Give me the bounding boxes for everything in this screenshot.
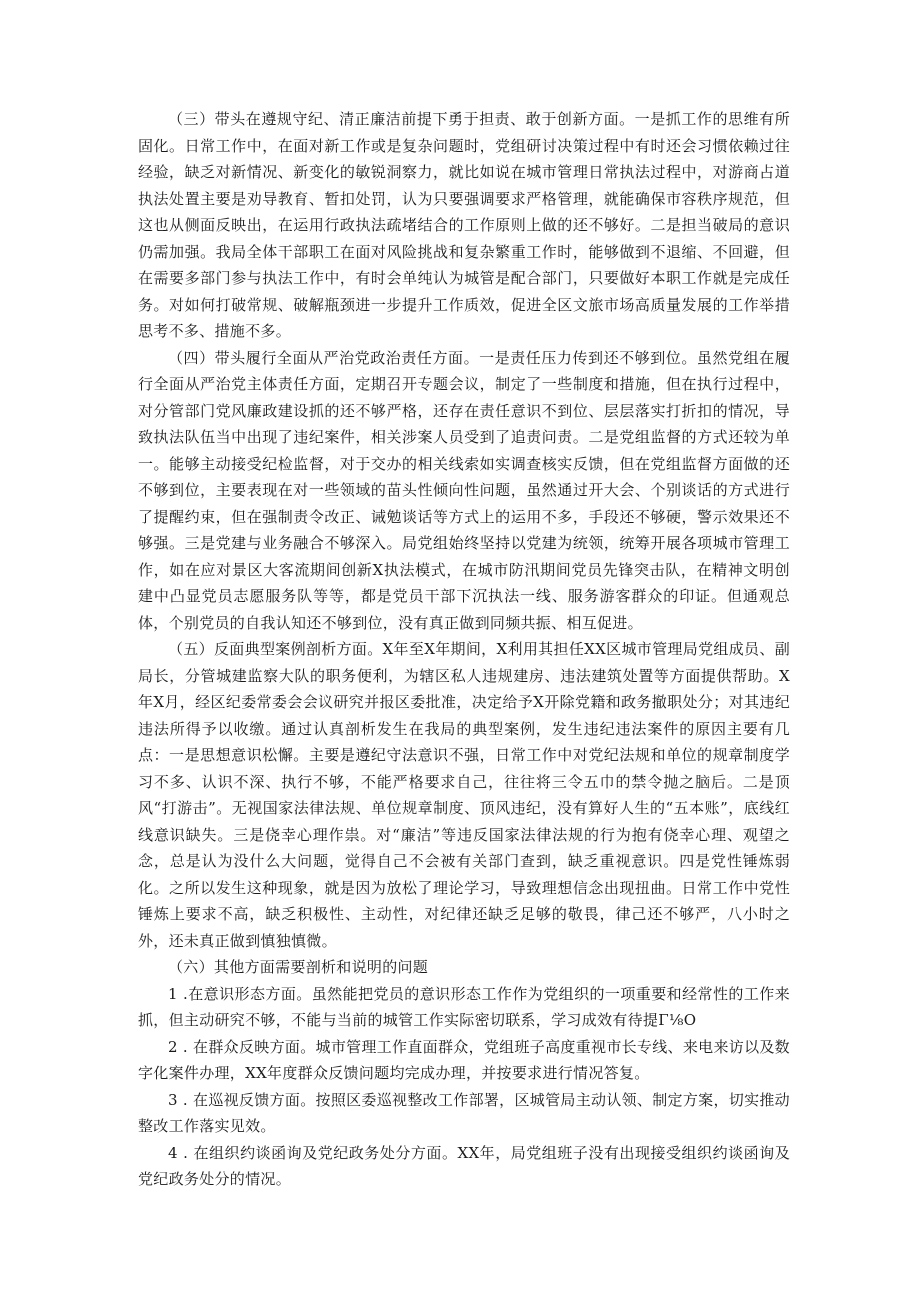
document-body bbox=[138, 106, 790, 1193]
paragraph-item-2: 2 . 在群众反映方面。城市管理工作直面群众，党组班子高度重视市长专线、来电来访以及数字化案件办理，XX年度群众反馈问题均完成办理，并按要求进行情况答复。 bbox=[138, 1037, 790, 1082]
paragraph-item-3: 3 . 在巡视反馈方面。按照区委巡视整改工作部署，区城管局主动认领、制定方案，切实推动整改工作落实见效。 bbox=[138, 1090, 790, 1135]
paragraph-section-5: （五）反面典型案例剖析方面。X年至X年期间，X利用其担任XX区城市管理局党组成员、副局长，分管城建监察大队的职务便利，为辖区私人违规建房、违法建筑处置等方面提供帮助。X年X月，经区纪委常委会会议研究并报区委批准，决定给予X开除党籍和政务撤职处分；对其违纪违法所得予以收缴。通过认真剖析发生在我局的典型案例，发生违纪违法案件的原因主要有几点：一是思想意识松懈。主要是遵纪守法意识不强，日常工作中对党纪法规和单位的规章制度学习不多、认识不深、执行不够，不能严格要求自己，往往将三令五巾的禁令抛之脑后。二是顶风“打游击”。无视国家法律法规、单位规章制度、顶风违纪，没有算好人生的“五本账”，底线红线意识缺失。三是侥幸心理作祟。对“廉洁”等违反国家法律法规的行为抱有侥幸心理、观望之念，总是认为没什么大问题，觉得自己不会被有关部门查到，缺乏重视意识。四是党性锤炼弱化。之所以发生这种现象，就是因为放松了理论学习，导致理想信念出现扭曲。日常工作中党性锤炼上要求不高，缺乏积极性、主动性，对纪律还缺乏足够的敬畏，律己还不够严，八小时之外，还未真正做到慎独慎微。 bbox=[138, 640, 790, 950]
paragraph-section-6-heading: （六）其他方面需要剖析和说明的问题 bbox=[168, 958, 429, 976]
paragraph-item-1: 1 .在意识形态方面。虽然能把党员的意识形态工作作为党组织的一项重要和经常性的工作来抓，但主动研究不够，不能与当前的城管工作实际密切联系，学习成效有待提Γ⅛O bbox=[138, 984, 790, 1029]
paragraph-section-4: （四）带头履行全面从严治党政治责任方面。一是责任压力传到还不够到位。虽然党组在履行全面从严治党主体责任方面，定期召开专题会议，制定了一些制度和措施，但在执行过程中，对分管部门党风廉政建设抓的还不够严格，还存在责任意识不到位、层层落实打折扣的情况，导致执法队伍当中出现了违纪案件，相关涉案人员受到了追责问责。二是党组监督的方式还较为单一。能够主动接受纪检监督，对于交办的相关线索如实调查核实反馈，但在党组监督方面做的还不够到位，主要表现在对一些领域的苗头性倾向性问题，虽然通过开大会、个别谈话的方式进行了提醒约束，但在强制责令改正、诫勉谈话等方式上的运用不多，手段还不够硬，警示效果还不够强。三是党建与业务融合不够深入。局党组始终坚持以党建为统领，统筹开展各项城市管理工作，如在应对景区大客流期间创新X执法模式，在城市防汛期间党员先锋突击队，在精神文明创建中凸显党员志愿服务队等等，都是党员干部下沉执法一线、服务游客群众的印证。但通观总体，个别党员的自我认知还不够到位，没有真正做到同频共振、相互促进。 bbox=[138, 348, 790, 632]
paragraph-item-4: 4 . 在组织约谈函询及党纪政务处分方面。XX年，局党组班子没有出现接受组织约谈函询及党纪政务处分的情况。 bbox=[138, 1143, 790, 1188]
paragraph-section-3: （三）带头在遵规守纪、清正廉洁前提下勇于担责、敢于创新方面。一是抓工作的思维有所固化。日常工作中，在面对新工作或是复杂问题时，党组研讨决策过程中有时还会习惯依赖过往经验，缺乏对新情况、新变化的敏锐洞察力，就比如说在城市管理日常执法过程中，对游商占道执法处置主要是劝导教育、暂扣处罚，认为只要强调要求严格管理，就能确保市容秩序规范，但这也从侧面反映出，在运用行政执法疏堵结合的工作原则上做的还不够好。二是担当破局的意识仍需加强。我局全体干部职工在面对风险挑战和复杂繁重工作时，能够做到不退缩、不回避，但在需要多部门参与执法工作中，有时会单纯认为城管是配合部门，只要做好本职工作就是完成任务。对如何打破常规、破解瓶颈进一步提升工作质效，促进全区文旅市场高质量发展的工作举措思考不多、措施不多。 bbox=[138, 110, 790, 340]
